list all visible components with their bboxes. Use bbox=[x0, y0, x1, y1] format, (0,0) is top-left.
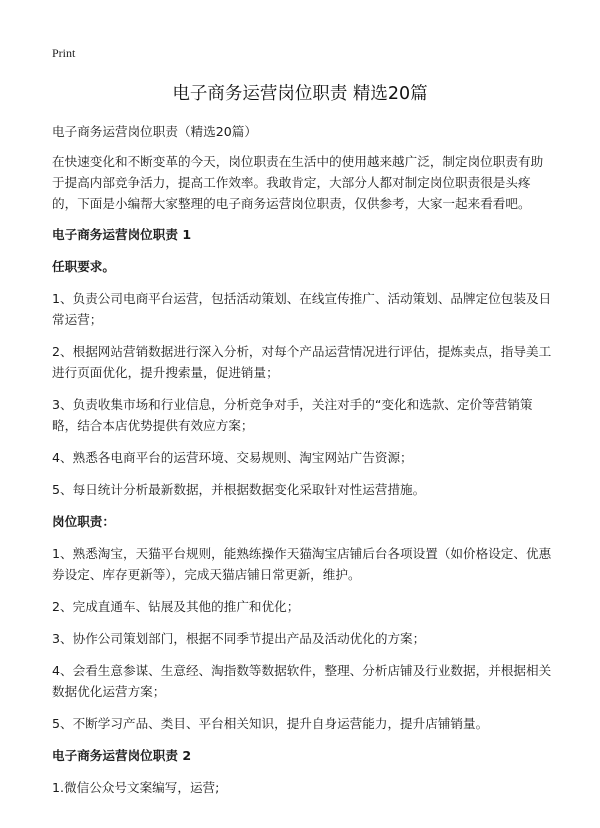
section-1-title: 电子商务运营岗位职责 1 bbox=[52, 227, 192, 242]
requirement-item: 5、每日统计分析最新数据，并根据数据变化采取针对性运营措施。 bbox=[52, 482, 426, 497]
duty-item: 1、熟悉淘宝，天猫平台规则，能熟练操作天猫淘宝店铺后台各项设置（如价格设定、优惠券设定、库存更新等），完成天猫店铺日常更新，维护。 bbox=[52, 546, 552, 582]
duty-item: 3、协作公司策划部门，根据不同季节提出产品及活动优化的方案； bbox=[52, 631, 426, 646]
section-2-item: 1.微信公众号文案编写，运营; bbox=[52, 780, 220, 795]
requirement-item: 4、熟悉各电商平台的运营环境、交易规则、淘宝网站广告资源； bbox=[52, 450, 413, 465]
duty-item: 2、完成直通车、钻展及其他的推广和优化； bbox=[52, 599, 300, 614]
document-subtitle: 电子商务运营岗位职责（精选20篇） bbox=[52, 124, 257, 139]
print-link[interactable]: Print bbox=[52, 46, 76, 60]
requirement-item: 1、负责公司电商平台运营，包括活动策划、在线宣传推广、活动策划、品牌定位包装及日常运营； bbox=[52, 291, 552, 327]
requirement-item: 2、根据网站营销数据进行深入分析，对每个产品运营情况进行评估，提炼卖点，指导美工进行页面优化，提升搜索量，促进销量； bbox=[52, 344, 552, 380]
document-body bbox=[52, 121, 552, 809]
requirement-item: 3、负责收集市场和行业信息，分析竞争对手，关注对手的“变化和选款、定价等营销策略，结合本店优势提供有效应方案； bbox=[52, 397, 533, 433]
duty-item: 4、会看生意参谋、生意经、淘指数等数据软件，整理、分析店铺及行业数据，并根据相关数据优化运营方案； bbox=[52, 663, 552, 699]
duties-heading: 岗位职责： bbox=[52, 514, 115, 529]
duty-item: 5、不断学习产品、类目、平台相关知识，提升自身运营能力，提升店铺销量。 bbox=[52, 716, 489, 731]
requirements-heading: 任职要求。 bbox=[52, 259, 115, 274]
intro-paragraph: 在快速变化和不断变革的今天，岗位职责在生活中的使用越来越广泛，制定岗位职责有助于提高内部竞争活力，提高工作效率。我敢肯定，大部分人都对制定岗位职责很是头疼的，下面是小编帮大家整理的电子商务运营岗位职责，仅供参考，大家一起来看看吧。 bbox=[52, 154, 544, 211]
section-2-title: 电子商务运营岗位职责 2 bbox=[52, 748, 192, 763]
document-title: 电子商务运营岗位职责 精选20篇 bbox=[172, 84, 428, 104]
